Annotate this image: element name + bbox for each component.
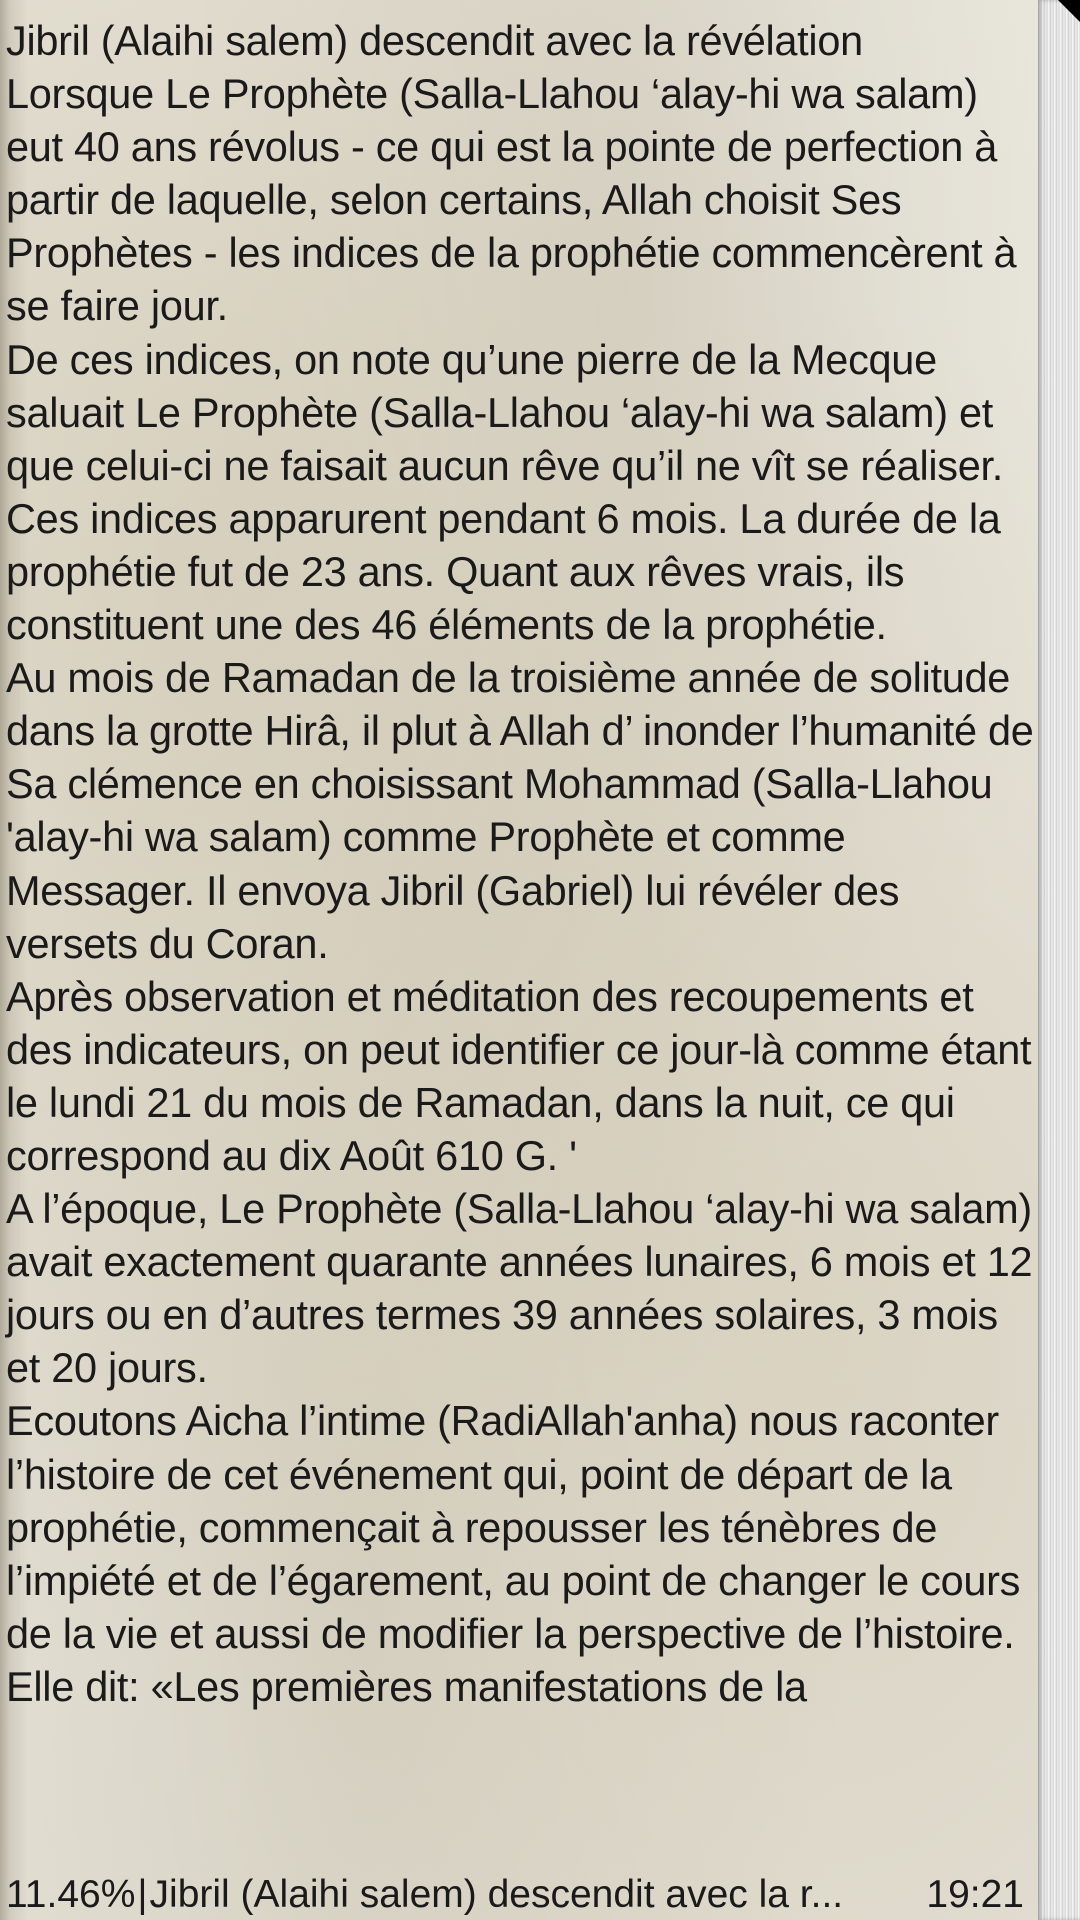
paragraph: A l’époque, Le Prophète (Salla-Llahou ‘alay-hi wa salam) avait exactement quarante années lunaires, 6 mois et 12 jours ou en d’autres termes 39 années solaires, 3 mois et 20 jours. xyxy=(6,1185,1033,1392)
page-corner-curl[interactable] xyxy=(1058,0,1080,22)
status-left xyxy=(6,1873,906,1917)
paragraph: Au mois de Ramadan de la troisième année de solitude dans la grotte Hirâ, il plut à Allah d’ inonder l’humanité de Sa clémence en choisissant Mohammad (Salla-Llahou 'alay-hi wa salam) comme Prophète et comme Messager. Il envoya Jibril (Gabriel) lui révéler des versets du Coran. xyxy=(6,654,1034,967)
page-stack-edge[interactable] xyxy=(1038,0,1080,1920)
current-chapter-title: Jibril (Alaihi salem) descendit avec la r... xyxy=(149,1872,844,1916)
reader-status-bar xyxy=(6,1869,1024,1920)
paragraph: De ces indices, on note qu’une pierre de la Mecque saluait Le Prophète (Salla-Llahou ‘alay-hi wa salam) et que celui-ci ne faisait aucun rêve qu’il ne vît se réaliser. Ces indices apparurent pendant 6 mois. La durée de la prophétie fut de 23 ans. Quant aux rêves vrais, ils constituent une des 46 éléments de la prophétie. xyxy=(6,335,1003,649)
status-separator: | xyxy=(137,1872,148,1916)
reading-progress: 11.46% xyxy=(6,1872,136,1916)
paragraph: Lorsque Le Prophète (Salla-Llahou ‘alay-hi wa salam) eut 40 ans révolus - ce qui est la pointe de perfection à partir de laquelle, selon certains, Allah choisit Ses Prophètes - les indices de la prophétie commencèrent à se faire jour. xyxy=(6,70,1017,330)
paragraph: Elle dit: «Les premières manifestations de la xyxy=(6,1662,807,1710)
page-text xyxy=(6,14,1036,1713)
clock-time: 19:21 xyxy=(926,1872,1024,1916)
paragraph: Ecoutons Aicha l’intime (RadiAllah'anha) nous raconter l’histoire de cet événement qui, point de départ de la prophétie, commençait à repousser les ténèbres de l’impiété et de l’égarement, au point de changer le cours de la vie et aussi de modifier la perspective de l’histoire. xyxy=(6,1397,1021,1657)
paragraph: Après observation et méditation des recoupements et des indicateurs, on peut identifier ce jour-là comme étant le lundi 21 du mois de Ramadan, dans la nuit, ce qui correspond au dix Août 610 G. ' xyxy=(6,972,1032,1179)
chapter-heading: Jibril (Alaihi salem) descendit avec la révélation xyxy=(6,17,863,64)
